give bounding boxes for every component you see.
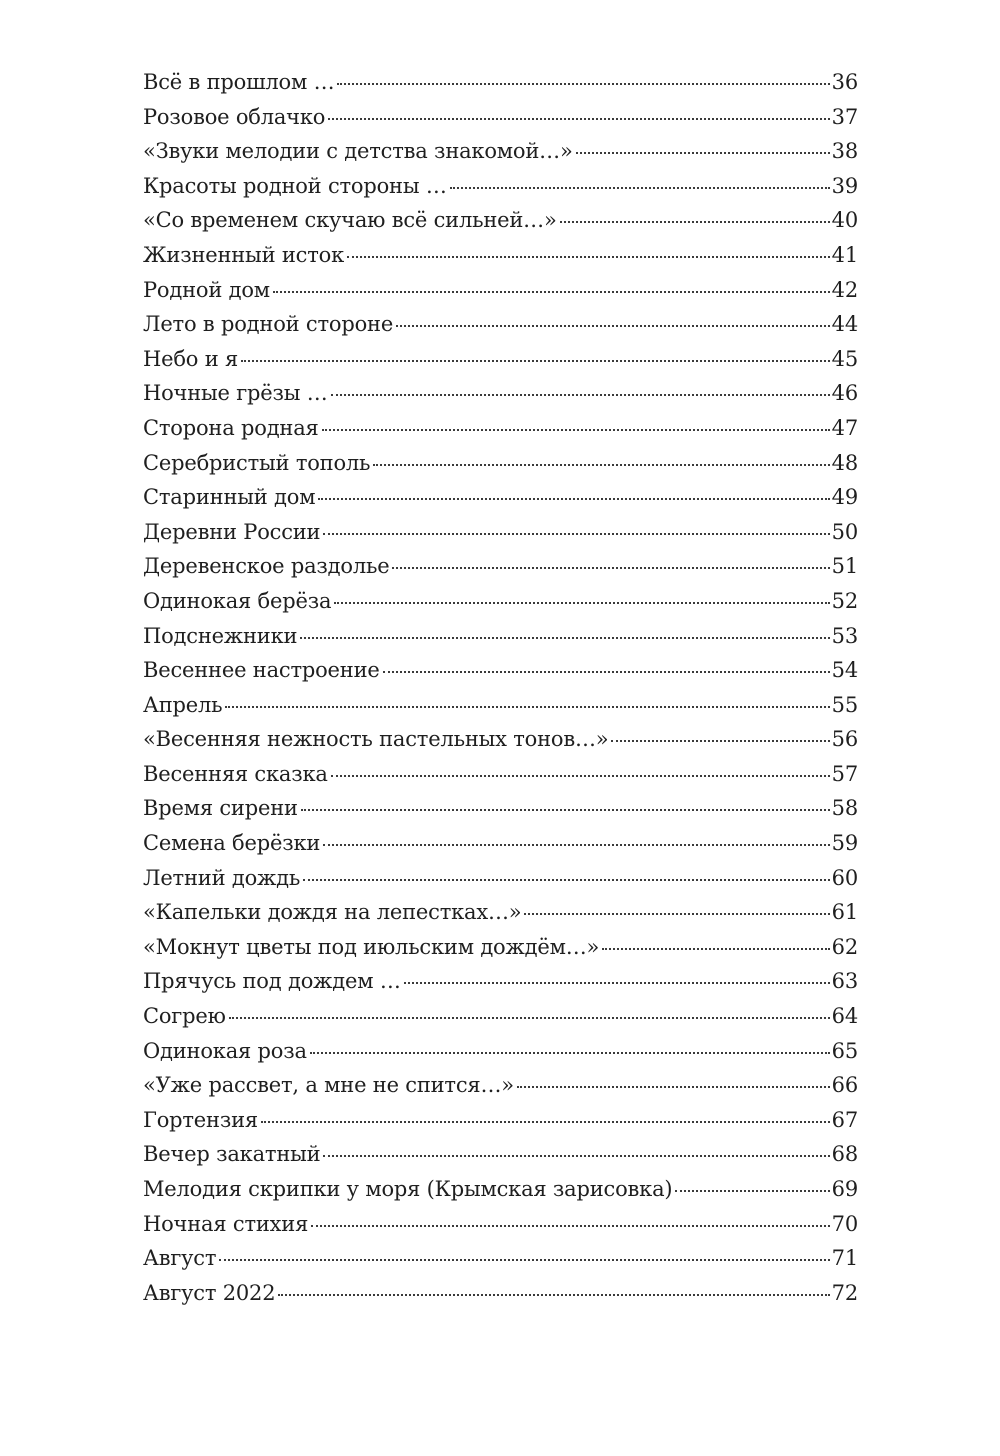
dot-leader (373, 464, 829, 466)
toc-entry[interactable] (143, 1108, 858, 1143)
toc-entry[interactable] (143, 796, 858, 831)
toc-entry[interactable] (143, 589, 858, 624)
toc-entry[interactable] (143, 243, 858, 278)
toc-entry-title: Одинокая роза (143, 1038, 307, 1063)
toc-entry[interactable] (143, 969, 858, 1004)
dot-leader (303, 879, 830, 881)
dot-leader (347, 256, 830, 258)
toc-entry-page-number: 42 (831, 277, 858, 302)
toc-entry-page-number: 67 (831, 1107, 858, 1132)
toc-entry-title: Деревни России (143, 519, 321, 544)
dot-leader (278, 1294, 829, 1296)
toc-entry-page-number: 65 (831, 1038, 858, 1063)
dot-leader (331, 775, 830, 777)
toc-entry[interactable] (143, 208, 858, 243)
dot-leader (450, 187, 830, 189)
toc-entry-page-number: 49 (831, 485, 858, 510)
toc-entry-title: Серебристый тополь (143, 450, 371, 475)
toc-entry-title: Всё в прошлом … (143, 70, 335, 94)
toc-entry-title: Время сирени (143, 796, 298, 821)
toc-entry[interactable] (143, 416, 858, 451)
toc-entry[interactable] (143, 70, 858, 105)
toc-entry-page-number: 70 (831, 1211, 858, 1236)
toc-entry-title: Весенняя сказка (143, 761, 328, 786)
toc-entry[interactable] (143, 139, 858, 174)
dot-leader (229, 1017, 830, 1019)
toc-entry[interactable] (143, 727, 858, 762)
toc-entry[interactable] (143, 1246, 858, 1281)
dot-leader (322, 429, 830, 431)
dot-leader (323, 1155, 829, 1157)
toc-entry-page-number: 63 (831, 969, 858, 994)
toc-entry-title: Семена берёзки (143, 831, 321, 856)
toc-entry-title: Прячусь под дождем … (143, 969, 401, 994)
dot-leader (323, 844, 830, 846)
toc-entry-page-number: 36 (831, 70, 858, 94)
toc-entry-page-number: 52 (831, 588, 858, 613)
toc-entry-title: Сторона родная (143, 415, 319, 440)
toc-entry-title: «Уже рассвет, а мне не спится…» (143, 1073, 514, 1098)
toc-entry[interactable] (143, 485, 858, 520)
toc-entry-page-number: 55 (831, 692, 858, 717)
toc-entry-page-number: 68 (831, 1142, 858, 1167)
toc-entry-title: Летний дождь (143, 865, 301, 890)
toc-entry-page-number: 66 (831, 1073, 858, 1098)
dot-leader (261, 1121, 830, 1123)
toc-entry-page-number: 60 (831, 865, 858, 890)
toc-entry-page-number: 69 (831, 1177, 858, 1201)
dot-leader (323, 533, 829, 535)
dot-leader (300, 637, 829, 639)
toc-entry-title: Красоты родной стороны … (143, 173, 447, 198)
toc-entry-title: «Звуки мелодии с детства знакомой…» (143, 139, 573, 164)
toc-entry-page-number: 50 (831, 519, 858, 544)
toc-entry-page-number: 58 (831, 796, 858, 821)
dot-leader (611, 740, 829, 742)
dot-leader (337, 83, 829, 85)
dot-leader (225, 706, 829, 708)
toc-entry[interactable] (143, 347, 858, 382)
toc-entry-title: Весеннее настроение (143, 658, 380, 683)
toc-entry-title: Розовое облачко (143, 104, 326, 129)
toc-entry-page-number: 51 (831, 554, 858, 579)
toc-entry-title: Согрею (143, 1004, 226, 1029)
toc-entry-title: Вечер закатный (143, 1142, 321, 1167)
toc-entry[interactable] (143, 174, 858, 209)
toc-entry[interactable] (143, 1039, 858, 1074)
dot-leader (219, 1259, 829, 1261)
toc-entry[interactable] (143, 381, 858, 416)
toc-entry-title: Деревенское раздолье (143, 554, 390, 579)
dot-leader (383, 671, 830, 673)
toc-entry-title: Родной дом (143, 277, 270, 302)
dot-leader (331, 394, 830, 396)
toc-entry[interactable] (143, 935, 858, 970)
toc-entry-page-number: 48 (831, 450, 858, 475)
dot-leader (675, 1190, 829, 1192)
dot-leader (334, 602, 829, 604)
toc-entry-page-number: 56 (831, 727, 858, 752)
toc-entry-page-number: 64 (831, 1004, 858, 1029)
toc-entry[interactable] (143, 866, 858, 901)
dot-leader (576, 152, 830, 154)
dot-leader (560, 221, 830, 223)
toc-entry-title: Подснежники (143, 623, 298, 648)
dot-leader (273, 291, 830, 293)
toc-entry[interactable] (143, 1177, 858, 1212)
toc-entry[interactable] (143, 520, 858, 555)
toc-entry[interactable] (143, 693, 858, 728)
toc-entry[interactable] (143, 312, 858, 347)
toc-entry[interactable] (143, 658, 858, 693)
toc-entry-page-number: 72 (831, 1280, 858, 1305)
table-of-contents (143, 70, 858, 1315)
toc-entry[interactable] (143, 1281, 858, 1316)
toc-entry-page-number: 61 (831, 900, 858, 925)
toc-entry-page-number: 47 (831, 415, 858, 440)
toc-entry-title: «Весенняя нежность пастельных тонов…» (143, 727, 609, 752)
dot-leader (524, 913, 829, 915)
toc-entry[interactable] (143, 1073, 858, 1108)
dot-leader (602, 948, 830, 950)
toc-entry-title: Старинный дом (143, 485, 316, 510)
toc-entry-title: Ночная стихия (143, 1211, 309, 1236)
toc-entry-page-number: 45 (831, 346, 858, 371)
dot-leader (318, 498, 829, 500)
toc-entry-page-number: 54 (831, 658, 858, 683)
toc-entry[interactable] (143, 451, 858, 486)
toc-entry[interactable] (143, 624, 858, 659)
dot-leader (517, 1086, 830, 1088)
toc-entry-page-number: 39 (831, 173, 858, 198)
toc-entry-title: Гортензия (143, 1107, 258, 1132)
dot-leader (396, 325, 830, 327)
toc-entry-page-number: 57 (831, 761, 858, 786)
toc-entry-title: Август (143, 1246, 217, 1271)
toc-entry-page-number: 37 (831, 104, 858, 129)
dot-leader (392, 567, 829, 569)
toc-entry-title: Мелодия скрипки у моря (Крымская зарисовка) (143, 1177, 673, 1201)
dot-leader (328, 118, 829, 120)
toc-entry[interactable] (143, 1212, 858, 1247)
toc-entry-page-number: 44 (831, 312, 858, 337)
toc-entry-title: «Мокнут цветы под июльским дождём…» (143, 934, 600, 959)
toc-entry[interactable] (143, 900, 858, 935)
toc-entry-title: Лето в родной стороне (143, 312, 394, 337)
toc-entry-page-number: 46 (831, 381, 858, 406)
toc-entry-title: Небо и я (143, 346, 239, 371)
toc-entry-title: Ночные грёзы … (143, 381, 328, 406)
toc-entry-title: Август 2022 (143, 1280, 276, 1305)
toc-entry-title: «Со временем скучаю всё сильней…» (143, 208, 557, 233)
toc-entry[interactable] (143, 554, 858, 589)
dot-leader (311, 1225, 830, 1227)
toc-entry-page-number: 62 (831, 934, 858, 959)
toc-entry-title: Жизненный исток (143, 242, 344, 267)
toc-entry[interactable] (143, 278, 858, 313)
toc-entry-title: Одинокая берёза (143, 588, 332, 613)
toc-entry[interactable] (143, 1004, 858, 1039)
toc-entry-page-number: 53 (831, 623, 858, 648)
toc-entry-page-number: 71 (831, 1246, 858, 1271)
toc-entry-page-number: 40 (831, 208, 858, 233)
dot-leader (301, 809, 830, 811)
toc-entry-title: «Капельки дождя на лепестках…» (143, 900, 522, 925)
toc-entry-page-number: 38 (831, 139, 858, 164)
toc-entry[interactable] (143, 762, 858, 797)
toc-entry-page-number: 41 (831, 242, 858, 267)
dot-leader (310, 1052, 830, 1054)
toc-entry[interactable] (143, 1142, 858, 1177)
toc-entry[interactable] (143, 105, 858, 140)
toc-entry-page-number: 59 (831, 831, 858, 856)
toc-entry-title: Апрель (143, 692, 223, 717)
toc-entry[interactable] (143, 831, 858, 866)
dot-leader (404, 982, 830, 984)
dot-leader (241, 360, 830, 362)
